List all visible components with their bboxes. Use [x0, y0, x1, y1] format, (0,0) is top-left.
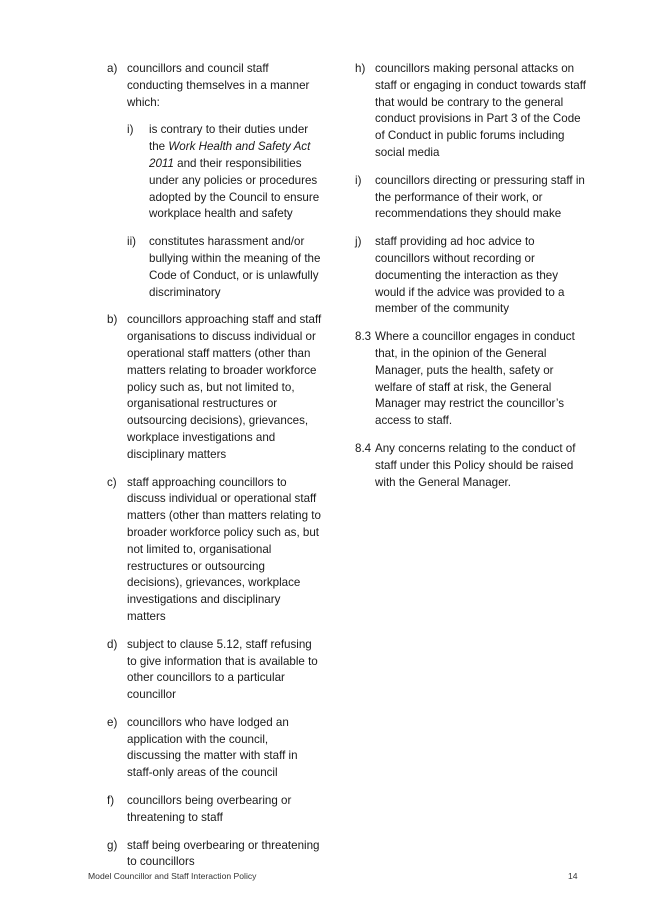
- item-text: councillors being overbearing or threatening to staff: [127, 794, 292, 824]
- sub-item-marker: ii): [127, 235, 137, 249]
- list-item-h: [355, 61, 591, 162]
- item-text: councillors making personal attacks on staff or engaging in conduct towards staff that would be contrary to the general conduct provisions in Part 3 of the Code of Conduct in public forums including social media: [375, 62, 586, 159]
- item-marker: d): [107, 637, 118, 651]
- sub-item-text-pre: is contrary to their duties under the: [149, 123, 309, 154]
- item-marker: j): [355, 235, 362, 249]
- item-marker: a): [107, 62, 118, 75]
- list-item-g: [107, 838, 322, 872]
- act-title: Work Health and Safety Act 2011: [149, 140, 311, 170]
- item-text: subject to clause 5.12, staff refusing to give information that is available to other councillors to a particular councillor: [127, 637, 318, 702]
- item-text: councillors approaching staff and staff organisations to discuss individual or operational staff matters (other than matters relating to broader workforce policy such as, but not limited to, organisational restructures or outsourcing decisions), grievances, workplace investigations and disciplinary matters: [127, 313, 322, 461]
- list-item-d: [107, 637, 322, 704]
- list-item-a: [107, 61, 322, 301]
- clause-number: 8.3: [355, 330, 372, 344]
- list-item-f: [107, 793, 322, 827]
- sub-item-text-post: and their responsibilities under any policies or procedures adopted by the Council to ensure workplace health and safety: [149, 156, 320, 221]
- item-marker: c): [107, 475, 117, 489]
- page-number: 14: [568, 871, 578, 881]
- item-text: councillors who have lodged an application with the council, discussing the matter with staff in staff-only areas of the council: [127, 715, 298, 780]
- item-text: staff approaching councillors to discuss individual or operational staff matters (other than matters relating to broader workforce policy such as, but not limited to, organisational restructures or outsourcing decisions), grievances, workplace investigations and disciplinary matters: [127, 475, 321, 623]
- item-marker: f): [107, 794, 115, 808]
- clause-8-3: [355, 329, 591, 430]
- list-item-b: [107, 312, 322, 463]
- right-column: [355, 61, 591, 502]
- item-marker: h): [355, 62, 366, 75]
- sub-item-ii: [127, 234, 322, 301]
- list-item-e: [107, 715, 322, 782]
- item-marker: i): [355, 173, 362, 187]
- item-text: staff being overbearing or threatening to councillors: [127, 838, 320, 869]
- clause-8-4: [355, 441, 591, 491]
- left-column: [107, 61, 322, 882]
- sub-item-text: constitutes harassment and/or bullying within the meaning of the Code of Conduct, or is unlawfully discriminatory: [149, 235, 321, 299]
- list-item-i: [355, 173, 591, 223]
- footer-title: Model Councillor and Staff Interaction Policy: [88, 871, 257, 881]
- sub-item-marker: i): [127, 123, 134, 137]
- item-text: councillors and council staff conducting themselves in a manner which:: [127, 62, 310, 109]
- item-marker: g): [107, 838, 118, 852]
- clause-text: Any concerns relating to the conduct of staff under this Policy should be raised with the General Manager.: [375, 441, 576, 489]
- item-text: staff providing ad hoc advice to councillors without recording or documenting the interaction as they would if the advice was provided to a member of the community: [375, 235, 565, 316]
- list-item-j: [355, 234, 591, 318]
- clause-number: 8.4: [355, 441, 372, 455]
- clause-text: Where a councillor engages in conduct that, in the opinion of the General Manager, puts the health, safety or welfare of staff at risk, the General Manager may restrict the councillor’s access to staff.: [375, 330, 575, 428]
- list-item-c: [107, 475, 322, 626]
- item-marker: e): [107, 715, 118, 729]
- sub-item-i: [127, 122, 322, 223]
- item-marker: b): [107, 313, 118, 327]
- item-text: councillors directing or pressuring staff in the performance of their work, or recommendations they should make: [375, 173, 585, 221]
